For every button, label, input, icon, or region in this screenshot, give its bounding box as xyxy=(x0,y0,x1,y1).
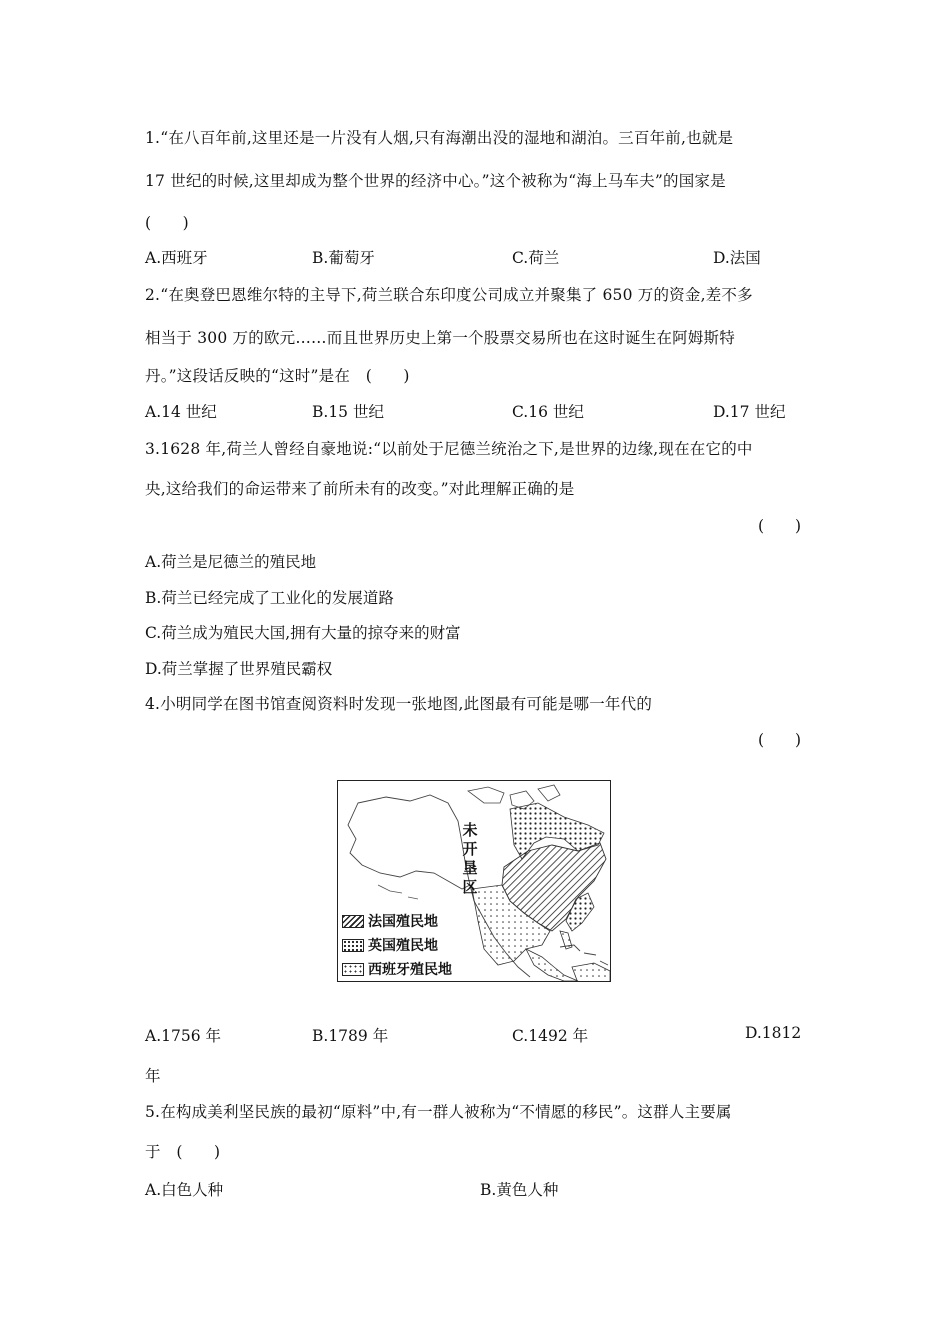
q2-option-a: A.14 世纪 xyxy=(145,403,217,421)
legend-label-english: 英国殖民地 xyxy=(368,938,438,954)
central-america xyxy=(526,949,578,981)
q4-option-d-wrap: 年 xyxy=(145,1067,161,1085)
q4-answer-blank: ( ) xyxy=(758,731,802,749)
q3-option-b: B.荷兰已经完成了工业化的发展道路 xyxy=(145,589,394,607)
q4-option-a: A.1756 年 xyxy=(145,1027,221,1045)
legend-label-spanish: 西班牙殖民地 xyxy=(368,962,452,978)
q3-option-a: A.荷兰是尼德兰的殖民地 xyxy=(145,553,317,571)
q1-line-2: 17 世纪的时候,这里却成为整个世界的经济中心。”这个被称为“海上马车夫”的国家是 xyxy=(145,172,726,190)
q3-option-c: C.荷兰成为殖民大国,拥有大量的掠夺来的财富 xyxy=(145,624,461,642)
legend-item-spanish xyxy=(342,957,452,981)
q1-option-b: B.葡萄牙 xyxy=(312,249,375,267)
q5-option-a: A.白色人种 xyxy=(145,1181,224,1199)
q3-option-d: D.荷兰掌握了世界殖民霸权 xyxy=(145,660,333,678)
arctic-islands xyxy=(468,785,560,809)
map-legend xyxy=(342,909,452,981)
q1-line-1: 1.“在八百年前,这里还是一片没有人烟,只有海潮出没的湿地和湖泊。三百年前,也就是 xyxy=(145,129,734,147)
q5-line-1: 5.在构成美利坚民族的最初“原料”中,有一群人被称为“不情愿的移民”。这群人主要属 xyxy=(145,1103,732,1121)
q1-option-c: C.荷兰 xyxy=(512,249,560,267)
q2-option-b: B.15 世纪 xyxy=(312,403,384,421)
dense-dot-swatch-icon xyxy=(342,939,364,952)
q5-option-b: B.黄色人种 xyxy=(480,1181,559,1199)
q1-line-3: ( ) xyxy=(145,214,189,232)
unsettled-region-label: 未开垦区 xyxy=(462,821,478,896)
colonial-north-america-map xyxy=(337,780,611,982)
legend-item-french xyxy=(342,909,452,933)
q4-option-d: D.1812 xyxy=(745,1024,802,1042)
q2-line-2: 相当于 300 万的欧元……而且世界历史上第一个股票交易所也在这时诞生在阿姆斯特 xyxy=(145,329,735,347)
hatch-swatch-icon xyxy=(342,915,364,928)
q4-option-c: C.1492 年 xyxy=(512,1027,589,1045)
aleutian-chain xyxy=(378,885,418,899)
q3-line-1: 3.1628 年,荷兰人曾经自豪地说:“以前处于尼德兰统治之下,是世界的边缘,现在在它的中 xyxy=(145,440,753,458)
q4-line-1: 4.小明同学在图书馆查阅资料时发现一张地图,此图最有可能是哪一年代的 xyxy=(145,695,653,713)
q2-option-c: C.16 世纪 xyxy=(512,403,584,421)
q1-option-a: A.西班牙 xyxy=(145,249,208,267)
q2-line-3: 丹。”这段话反映的“这时”是在 ( ) xyxy=(145,367,410,385)
sparse-dot-swatch-icon xyxy=(342,963,364,976)
q3-answer-blank: ( ) xyxy=(758,517,802,535)
q4-option-b: B.1789 年 xyxy=(312,1027,389,1045)
q3-line-2: 央,这给我们的命运带来了前所未有的改变。”对此理解正确的是 xyxy=(145,480,575,498)
legend-item-english xyxy=(342,933,452,957)
south-america-edge xyxy=(572,963,610,982)
legend-label-french: 法国殖民地 xyxy=(368,914,438,930)
alaska-coastline xyxy=(348,795,470,889)
q2-option-d: D.17 世纪 xyxy=(713,403,786,421)
q2-line-1: 2.“在奥登巴恩维尔特的主导下,荷兰联合东印度公司成立并聚集了 650 万的资金,差不多 xyxy=(145,286,753,304)
q1-option-d: D.法国 xyxy=(713,249,761,267)
q5-line-2: 于 ( ) xyxy=(145,1143,221,1161)
